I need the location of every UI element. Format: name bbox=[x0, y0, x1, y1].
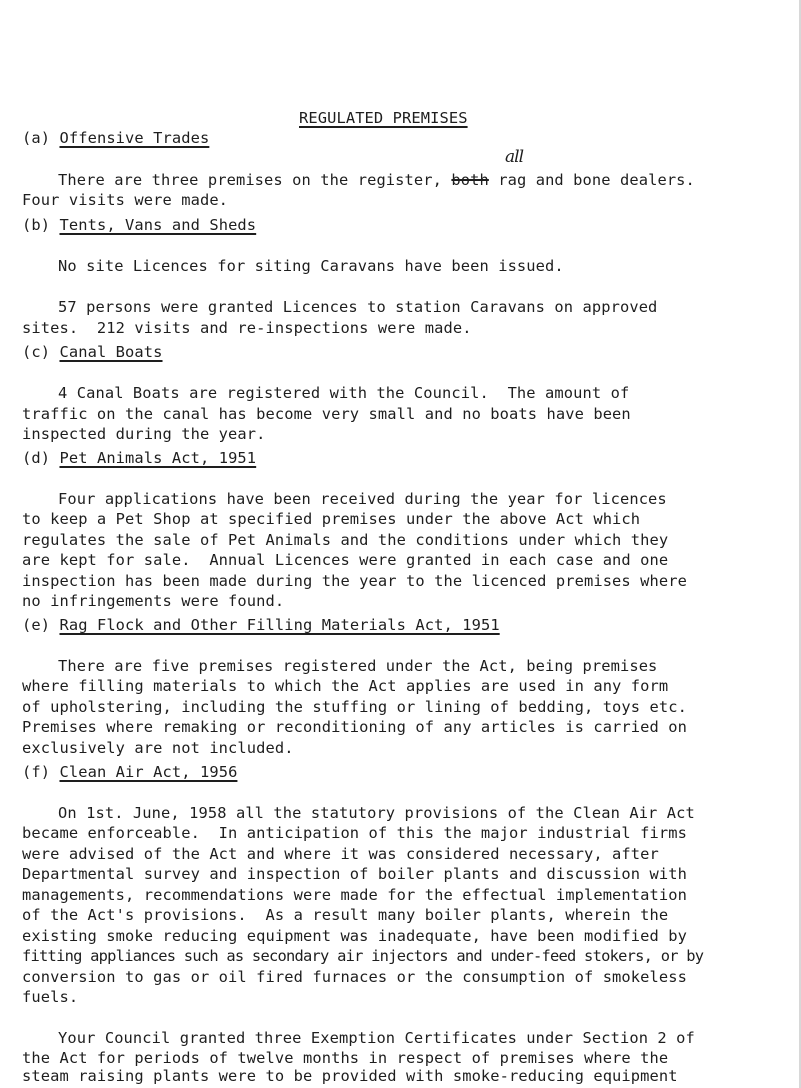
section-c-paragraph-line: 4 Canal Boats are registered with the Council. The amount of bbox=[58, 384, 630, 402]
section-f-paragraph-line: managements, recommendations were made for the effectual implementation bbox=[22, 886, 687, 904]
section-d-paragraph-line: regulates the sale of Pet Animals and the conditions under which they bbox=[22, 531, 669, 549]
section-a-paragraph-line: Four visits were made. bbox=[22, 191, 229, 209]
section-b-paragraph-line: sites. 212 visits and re-inspections were made. bbox=[22, 319, 472, 337]
section-f-paragraph-line: of the Act's provisions. As a result many boiler plants, wherein the bbox=[22, 906, 669, 924]
section-f-paragraph-line: On 1st. June, 1958 all the statutory provisions of the Clean Air Act bbox=[58, 804, 695, 822]
section-b-paragraph-line: 57 persons were granted Licences to station Caravans on approved bbox=[58, 298, 658, 316]
section-a-title: Offensive Trades bbox=[59, 129, 210, 147]
section-c-paragraph-line: inspected during the year. bbox=[22, 425, 266, 443]
section-d-paragraph-line: no infringements were found. bbox=[22, 592, 285, 610]
section-b-heading bbox=[22, 215, 256, 235]
section-c-label: (c) bbox=[22, 343, 51, 361]
section-f-paragraph-line: the Act for periods of twelve months in respect of premises where the bbox=[22, 1049, 669, 1067]
section-d-paragraph-line: are kept for sale. Annual Licences were granted in each case and one bbox=[22, 551, 669, 569]
section-e-paragraph-line: There are five premises registered under the Act, being premises bbox=[58, 657, 658, 675]
section-c-paragraph-line: traffic on the canal has become very small and no boats have been bbox=[22, 405, 631, 423]
section-b-title: Tents, Vans and Sheds bbox=[59, 216, 257, 234]
section-f-paragraph-line: Your Council granted three Exemption Certificates under Section 2 of bbox=[58, 1029, 695, 1047]
section-f-paragraph-line: became enforceable. In anticipation of this the major industrial firms bbox=[22, 824, 687, 842]
section-e-label: (e) bbox=[22, 616, 51, 634]
section-e-paragraph-line: where filling materials to which the Act applies are used in any form bbox=[22, 677, 669, 695]
section-e-heading bbox=[22, 615, 500, 635]
section-e-paragraph-line: Premises where remaking or reconditioning of any articles is carried on bbox=[22, 718, 687, 736]
section-d-paragraph-line: Four applications have been received during the year for licences bbox=[58, 490, 667, 508]
section-c-heading bbox=[22, 342, 163, 362]
section-e-title: Rag Flock and Other Filling Materials Act, 1951 bbox=[59, 616, 500, 634]
section-f-paragraph-line: steam raising plants were to be provided with smoke-reducing equipment bbox=[22, 1067, 678, 1085]
section-d-paragraph-line: inspection has been made during the year to the licenced premises where bbox=[22, 572, 687, 590]
section-d-label: (d) bbox=[22, 449, 51, 467]
section-f-label: (f) bbox=[22, 763, 51, 781]
section-a-label: (a) bbox=[22, 129, 51, 147]
section-f-paragraph-line: existing smoke reducing equipment was inadequate, have been modified by bbox=[22, 927, 687, 945]
section-a-paragraph-line: There are three premises on the register, both rag and bone dealers. bbox=[58, 171, 695, 189]
section-f-paragraph-line: fuels. bbox=[22, 988, 79, 1006]
section-f-paragraph-line: fitting appliances such as secondary air injectors and under-feed stokers, or by bbox=[22, 947, 704, 965]
section-f-paragraph-line: conversion to gas or oil fired furnaces or the consumption of smokeless bbox=[22, 968, 687, 986]
section-a-heading bbox=[22, 128, 209, 148]
handwritten-correction: all bbox=[505, 147, 524, 167]
section-f-paragraph-line: were advised of the Act and where it was considered necessary, after bbox=[22, 845, 659, 863]
section-d-heading bbox=[22, 448, 256, 468]
section-e-paragraph-line: of upholstering, including the stuffing or lining of bedding, toys etc. bbox=[22, 698, 687, 716]
section-b-paragraph-line: No site Licences for siting Caravans have been issued. bbox=[58, 257, 564, 275]
section-e-paragraph-line: exclusively are not included. bbox=[22, 739, 294, 757]
section-d-title: Pet Animals Act, 1951 bbox=[59, 449, 257, 467]
struck-word: both bbox=[451, 171, 489, 189]
section-f-paragraph-line: Departmental survey and inspection of boiler plants and discussion with bbox=[22, 865, 687, 883]
section-c-title: Canal Boats bbox=[59, 343, 163, 361]
section-d-paragraph-line: to keep a Pet Shop at specified premises under the above Act which bbox=[22, 510, 641, 528]
section-b-label: (b) bbox=[22, 216, 51, 234]
section-f-heading bbox=[22, 762, 237, 782]
section-f-title: Clean Air Act, 1956 bbox=[59, 763, 238, 781]
page-title: REGULATED PREMISES bbox=[299, 109, 468, 127]
